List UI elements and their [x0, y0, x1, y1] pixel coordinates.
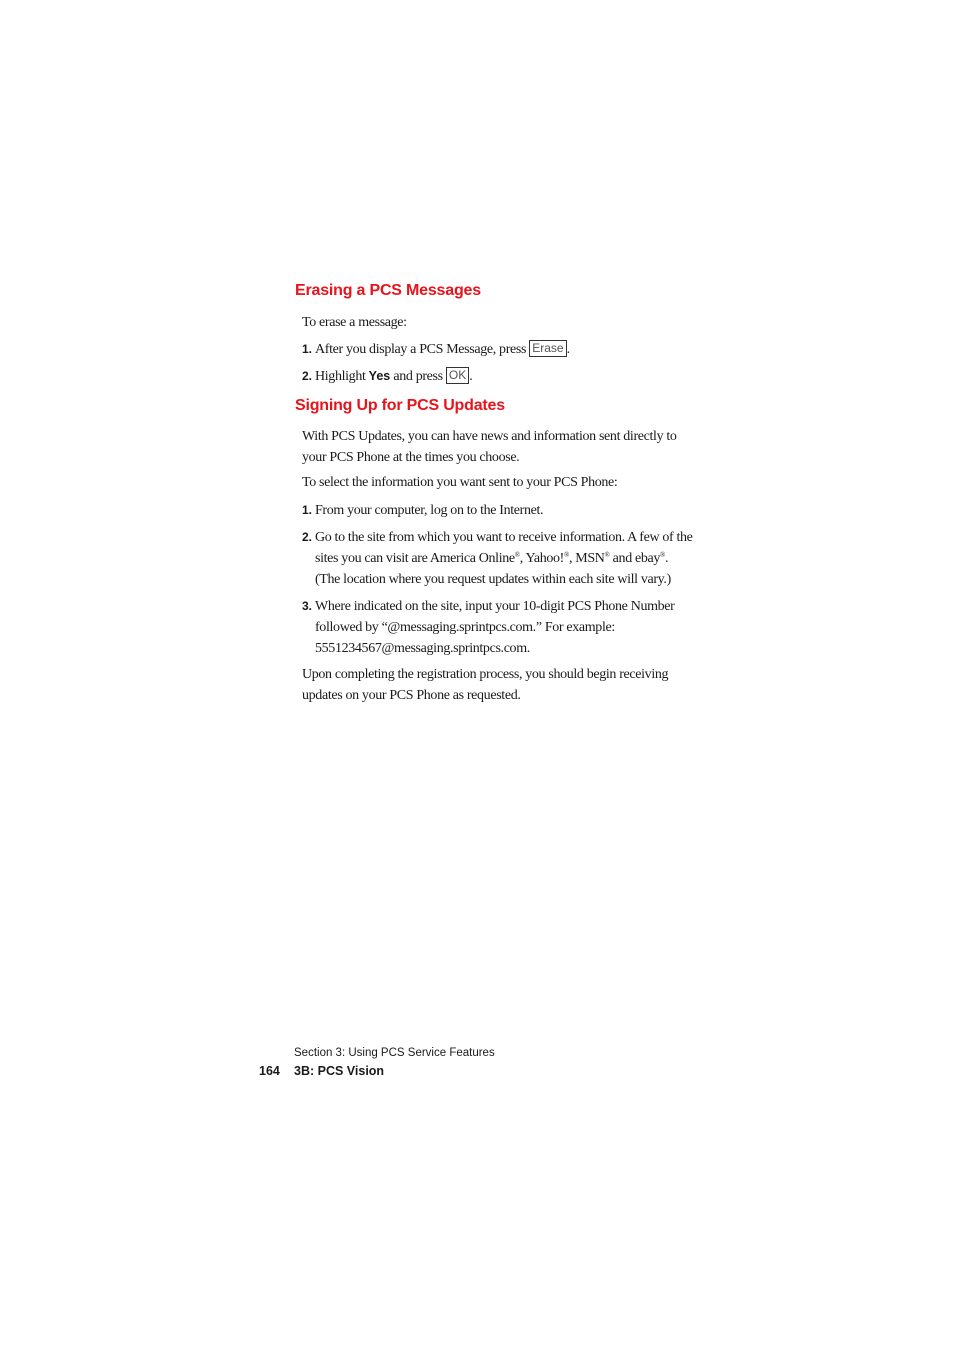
erase-step-2 [302, 366, 702, 387]
page-number: 164 [259, 1064, 280, 1078]
registered-mark: ® [660, 551, 665, 559]
updates-closing: Upon completing the registration process, you should begin receiving updates on your PCS Phone as requested. [302, 667, 669, 703]
step-number: 3. [302, 599, 313, 613]
step-text: Where indicated on the site, input your 10-digit PCS Phone Number followed by “@messaging.sprintpcs.com.” For example: 5551234567@messaging.sprintpcs.com. [315, 599, 675, 656]
step-text: Highlight Yes and press OK . [315, 368, 473, 384]
updates-step-2 [302, 527, 694, 590]
footer-section-title: Section 3: Using PCS Service Features [294, 1047, 495, 1059]
section-heading-updates: Signing Up for PCS Updates [295, 397, 505, 414]
footer-chapter-title: 3B: PCS Vision [294, 1064, 385, 1078]
erase-step-1 [302, 339, 702, 360]
step-text: After you display a PCS Message, press Erase . [315, 341, 570, 357]
registered-mark: ® [604, 551, 610, 559]
erase-key: Erase [529, 340, 566, 357]
registered-mark: ® [563, 551, 569, 559]
section-heading-erasing: Erasing a PCS Messages [295, 282, 481, 299]
step-text: Go to the site from which you want to receive information. A few of the sites you can visit are America Online®, Yahoo!®, MSN® and ebay®. (The location where you request updates within each site will vary.) [315, 530, 693, 587]
updates-select-intro: To select the information you want sent to your PCS Phone: [302, 475, 618, 490]
erase-intro: To erase a message: [302, 315, 407, 330]
updates-step-3 [302, 596, 692, 659]
step-number: 2. [302, 530, 313, 544]
ok-key: OK [446, 367, 469, 384]
updates-intro: With PCS Updates, you can have news and information sent directly to your PCS Phone at the times you choose. [302, 429, 677, 465]
updates-step-1 [302, 500, 702, 521]
registered-mark: ® [514, 551, 520, 559]
step-number: 1. [302, 342, 313, 356]
step-number: 1. [302, 503, 313, 517]
step-number: 2. [302, 369, 313, 383]
yes-option: Yes [368, 369, 391, 383]
step-text: From your computer, log on to the Internet. [315, 503, 544, 518]
